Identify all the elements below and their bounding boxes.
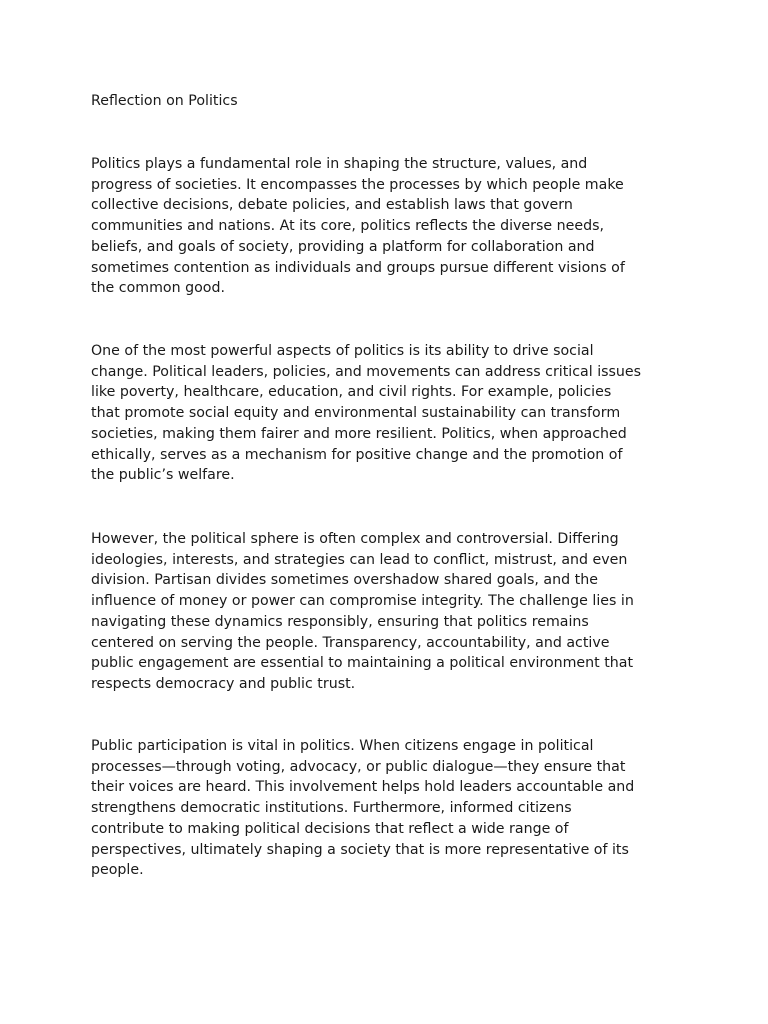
paragraph-line: However, the political sphere is often complex and controversial. Differing (91, 531, 619, 547)
paragraph-line: processes—through voting, advocacy, or public dialogue—they ensure that (91, 758, 626, 775)
paragraph-line: public engagement are essential to maintaining a political environment that (91, 655, 634, 672)
paragraph-4 (91, 736, 691, 881)
paragraph-line: One of the most powerful aspects of politics is its ability to drive social (91, 343, 594, 359)
paragraph-3 (91, 529, 691, 695)
paragraph-line: respects democracy and public trust. (91, 675, 356, 692)
paragraph-line: sometimes contention as individuals and groups pursue different visions of (91, 259, 625, 276)
paragraph-line: ethically, serves as a mechanism for positive change and the promotion of (91, 446, 623, 463)
paragraph-line: navigating these dynamics responsibly, ensuring that politics remains (91, 613, 589, 630)
paragraph-line: influence of money or power can compromise integrity. The challenge lies in (91, 593, 634, 610)
paragraph-line: progress of societies. It encompasses the processes by which people make (91, 176, 624, 193)
document-title: Reflection on Politics (91, 93, 238, 109)
paragraph-line: perspectives, ultimately shaping a society that is more representative of its (91, 841, 629, 858)
paragraph-line: communities and nations. At its core, politics reflects the diverse needs, (91, 218, 604, 235)
paragraph-line: centered on serving the people. Transparency, accountability, and active (91, 634, 610, 651)
paragraph-line: people. (91, 862, 144, 879)
paragraph-line: beliefs, and goals of society, providing a platform for collaboration and (91, 238, 595, 255)
paragraph-line: strengthens democratic institutions. Furthermore, informed citizens (91, 800, 572, 817)
paragraph-line: the public’s welfare. (91, 467, 235, 484)
paragraph-2 (91, 341, 691, 486)
paragraph-line: division. Partisan divides sometimes overshadow shared goals, and the (91, 572, 598, 589)
paragraph-line: Politics plays a fundamental role in shaping the structure, values, and (91, 156, 588, 172)
paragraph-1 (91, 154, 691, 299)
paragraph-line: like poverty, healthcare, education, and civil rights. For example, policies (91, 384, 612, 401)
paragraph-line: change. Political leaders, policies, and movements can address critical issues (91, 363, 642, 380)
paragraph-line: their voices are heard. This involvement helps hold leaders accountable and (91, 779, 635, 796)
paragraph-line: societies, making them fairer and more resilient. Politics, when approached (91, 425, 627, 442)
paragraph-line: Public participation is vital in politics. When citizens engage in political (91, 738, 594, 754)
paragraph-line: ideologies, interests, and strategies can lead to conflict, mistrust, and even (91, 551, 628, 568)
paragraph-line: collective decisions, debate policies, and establish laws that govern (91, 197, 573, 214)
paragraph-line: that promote social equity and environmental sustainability can transform (91, 405, 621, 422)
paragraph-line: contribute to making political decisions that reflect a wide range of (91, 820, 569, 837)
paragraph-line: the common good. (91, 280, 225, 297)
